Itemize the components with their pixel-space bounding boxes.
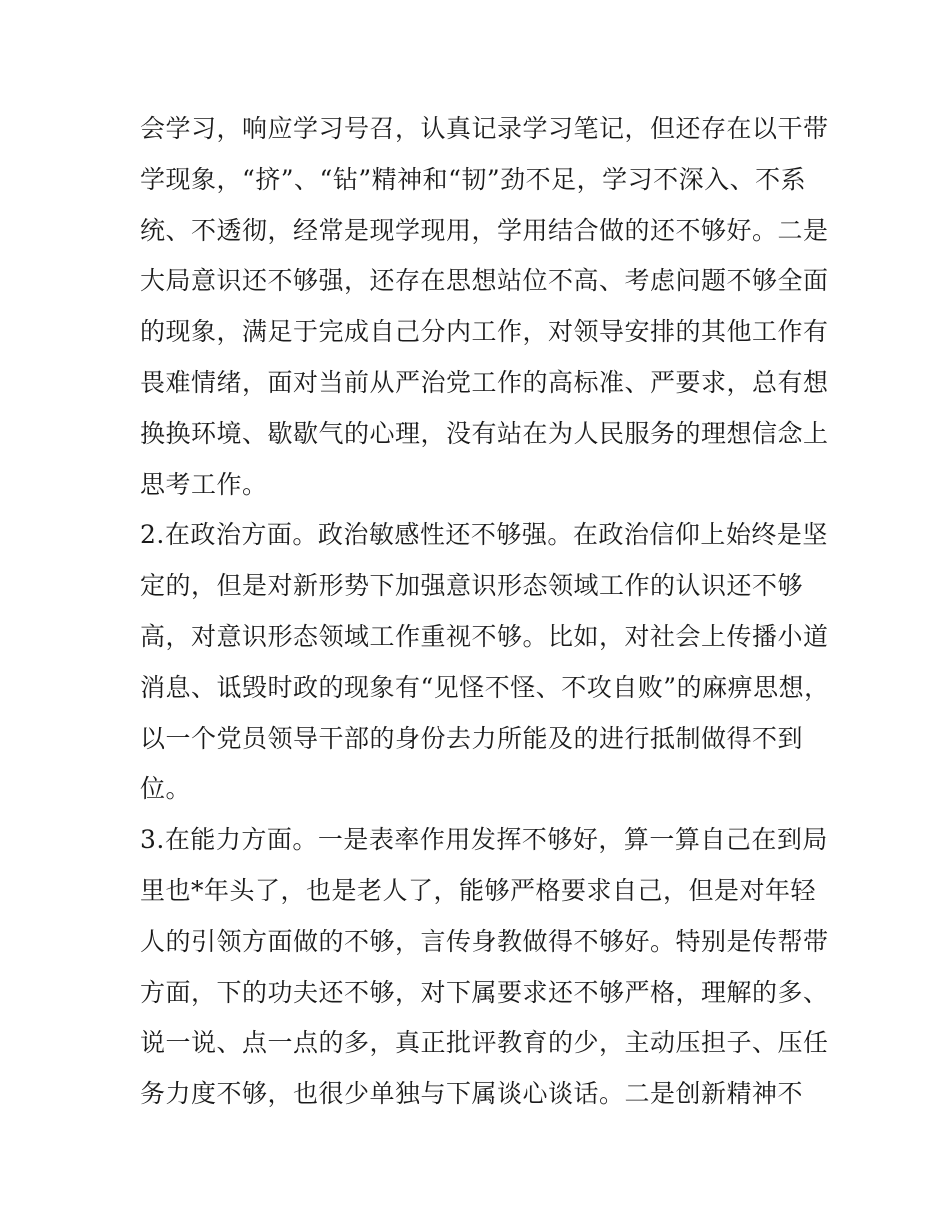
text-line: 方面，下的功夫还不够，对下属要求还不够严格，理解的多、 bbox=[140, 977, 829, 1007]
text-line: 2.在政治方面。政治敏感性还不够强。在政治信仰上始终是坚 bbox=[140, 520, 828, 550]
document-body bbox=[140, 104, 830, 1120]
text-line: 大局意识还不够强，还存在思想站位不高、考虑问题不够全面 bbox=[140, 266, 829, 296]
text-line: 换换环境、歇歇气的心理，没有站在为人民服务的理想信念上 bbox=[140, 418, 829, 448]
text-line: 高，对意识形态领域工作重视不够。比如，对社会上传播小道 bbox=[140, 621, 829, 651]
text-line: 学现象，“挤”、“钻”精神和“韧”劲不足，学习不深入、不系 bbox=[140, 164, 807, 194]
text-line: 3.在能力方面。一是表率作用发挥不够好，算一算自己在到局 bbox=[140, 825, 828, 855]
text-line: 思考工作。 bbox=[140, 469, 268, 499]
text-line: 定的，但是对新形势下加强意识形态领域工作的认识还不够 bbox=[140, 571, 804, 601]
text-line: 统、不透彻，经常是现学现用，学用结合做的还不够好。二是 bbox=[140, 215, 829, 245]
text-line: 里也*年头了，也是老人了，能够严格要求自己，但是对年轻 bbox=[140, 875, 817, 905]
text-line: 以一个党员领导干部的身份去力所能及的进行抵制做得不到 bbox=[140, 723, 804, 753]
text-line: 的现象，满足于完成自己分内工作，对领导安排的其他工作有 bbox=[140, 317, 829, 347]
text-line: 畏难情绪，面对当前从严治党工作的高标准、严要求，总有想 bbox=[140, 367, 829, 397]
text-line: 人的引领方面做的不够，言传身教做得不够好。特别是传帮带 bbox=[140, 926, 829, 956]
text-line: 说一说、点一点的多，真正批评教育的少，主动压担子、压任 bbox=[140, 1028, 829, 1058]
text-line: 消息、诋毁时政的现象有“见怪不怪、不攻自败”的麻痹思想， bbox=[140, 672, 830, 702]
text-line: 会学习，响应学习号召，认真记录学习笔记，但还存在以干带 bbox=[140, 114, 829, 143]
text-line: 务力度不够，也很少单独与下属谈心谈话。二是创新精神不 bbox=[140, 1079, 804, 1109]
text-line: 位。 bbox=[140, 774, 192, 804]
